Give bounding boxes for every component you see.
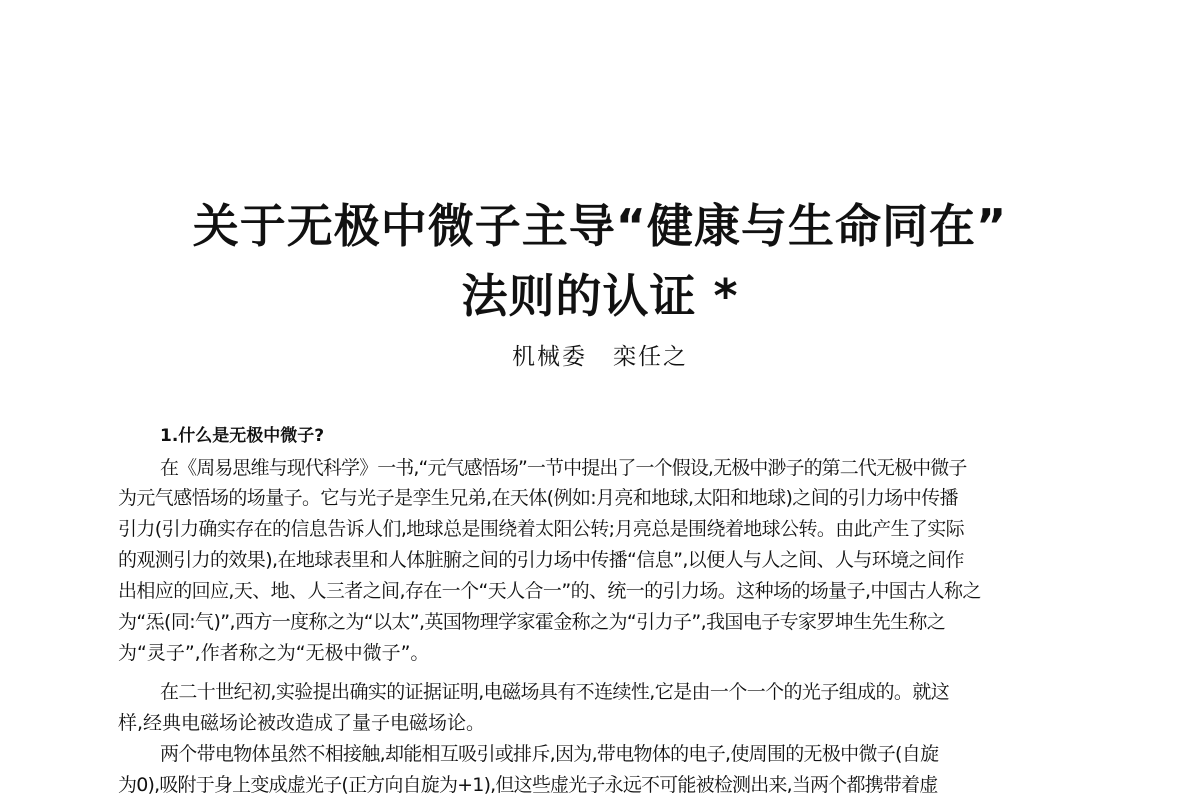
body-line: 样,经典电磁场论被改造成了量子电磁场论。	[118, 712, 486, 734]
body-line: 出相应的回应,天、地、人三者之间,存在一个“天人合一”的、统一的引力场。这种场的场量子,中国古人称之	[118, 580, 981, 602]
body-line: 为“炁(同:气)”,西方一度称之为“以太”,英国物理学家霍金称之为“引力子”,我国电子专家罗坤生先生称之	[118, 611, 946, 633]
section-heading: 1.什么是无极中微子?	[160, 426, 325, 446]
body-line: 在《周易思维与现代科学》一书,“元气感悟场”一节中提出了一个假设,无极中渺子的第二代无极中微子	[160, 457, 967, 479]
body-line: 引力(引力确实存在的信息告诉人们,地球总是围绕着太阳公转;月亮总是围绕着地球公转。由此产生了实际	[118, 518, 965, 540]
body-line: 为0),吸附于身上变成虚光子(正方向自旋为+1),但这些虚光子永远不可能被检测出来,当两个都携带着虚	[118, 774, 938, 796]
author-2: 栾任之	[613, 344, 688, 370]
body-line: 为“灵子”,作者称之为“无极中微子”。	[118, 642, 430, 664]
body-line: 的观测引力的效果),在地球表里和人体脏腑之间的引力场中传播“信息”,以便人与人之间、人与环境之间作	[118, 549, 964, 571]
article-authors	[0, 342, 1200, 372]
body-line: 为元气感悟场的场量子。它与光子是孪生兄弟,在天体(例如:月亮和地球,太阳和地球)之间的引力场中传播	[118, 487, 958, 509]
body-line: 在二十世纪初,实验提出确实的证据证明,电磁场具有不连续性,它是由一个一个的光子组成的。就这	[160, 681, 950, 703]
article-title-line-1: 关于无极中微子主导“健康与生命同在”	[192, 199, 1008, 253]
author-1: 机械委	[512, 344, 587, 370]
body-line: 两个带电物体虽然不相接触,却能相互吸引或排斥,因为,带电物体的电子,使周围的无极中微子(自旋	[160, 743, 939, 765]
article-title-line-2: 法则的认证 *	[461, 269, 739, 323]
